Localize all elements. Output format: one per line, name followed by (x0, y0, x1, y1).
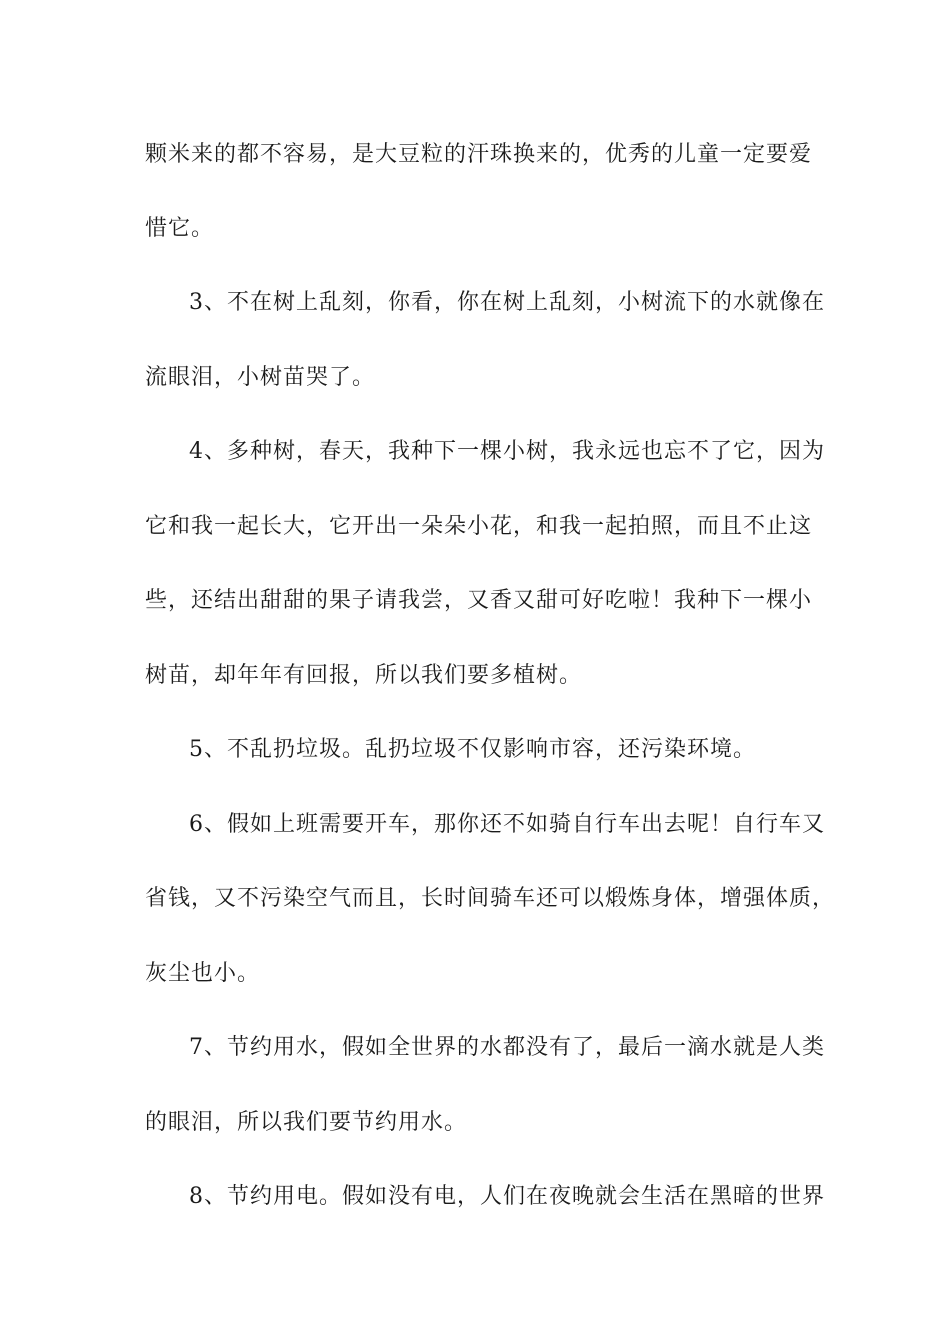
list-item-4-line-1: 4、多种树，春天，我种下一棵小树，我永远也忘不了它，因为 (189, 439, 825, 464)
list-item-6-line-2: 省钱，又不污染空气而且，长时间骑车还可以煅炼身体，增强体质， (145, 886, 836, 911)
text-line: 惜它。 (145, 216, 215, 241)
list-item-6-line-3: 灰尘也小。 (145, 961, 261, 986)
text-line: 颗米来的都不容易，是大豆粒的汗珠换来的，优秀的儿童一定要爱 (145, 142, 813, 167)
list-item-3-line-2: 流眼泪，小树苗哭了。 (145, 365, 376, 390)
list-item-5-line-1: 5、不乱扔垃圾。乱扔垃圾不仅影响市容，还污染环境。 (189, 737, 756, 762)
list-item-3-line-1: 3、不在树上乱刻，你看，你在树上乱刻，小树流下的水就像在 (189, 290, 825, 315)
list-item-7-line-2: 的眼泪，所以我们要节约用水。 (145, 1110, 468, 1135)
list-item-8-line-1: 8、节约用电。假如没有电，人们在夜晚就会生活在黑暗的世界 (189, 1184, 825, 1209)
list-item-4-line-4: 树苗，却年年有回报，所以我们要多植树。 (145, 663, 583, 688)
list-item-7-line-1: 7、节约用水，假如全世界的水都没有了，最后一滴水就是人类 (189, 1035, 825, 1060)
list-item-6-line-1: 6、假如上班需要开车，那你还不如骑自行车出去呢！自行车又 (189, 812, 825, 837)
list-item-4-line-2: 它和我一起长大，它开出一朵朵小花，和我一起拍照，而且不止这 (145, 514, 813, 539)
list-item-4-line-3: 些，还结出甜甜的果子请我尝，又香又甜可好吃啦！我种下一棵小 (145, 588, 813, 613)
